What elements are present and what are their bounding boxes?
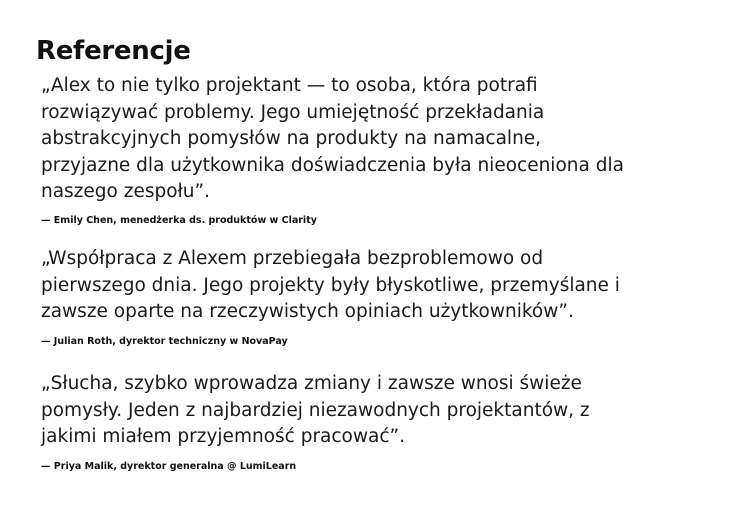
testimonial <box>41 73 741 228</box>
quote-line: jakimi miałem przyjemność pracować”. <box>41 426 405 447</box>
testimonial-quote <box>41 73 741 206</box>
testimonial-quote <box>41 246 741 326</box>
quote-line: przyjazne dla użytkownika doświadczenia była nieoceniona dla <box>41 154 624 176</box>
quote-line: „Alex to nie tylko projektant — to osoba, która potrafi <box>41 75 538 96</box>
quote-line: abstrakcyjnych pomysłów na produkty na namacalne, <box>41 128 542 149</box>
testimonial-author: — Priya Malik, dyrektor generalna @ LumiLearn <box>41 460 297 472</box>
page-title: Referencje <box>36 36 191 66</box>
quote-line: pierwszego dnia. Jego projekty były błyskotliwe, przemyślane i <box>41 274 620 296</box>
testimonial-quote <box>41 371 741 451</box>
testimonial-author: — Julian Roth, dyrektor techniczny w NovaPay <box>41 335 288 347</box>
testimonial <box>41 371 741 474</box>
testimonial-author: — Emily Chen, menedżerka ds. produktów w Clarity <box>41 214 317 226</box>
quote-line: zawsze oparte na rzeczywistych opiniach użytkowników”. <box>41 301 574 322</box>
quote-line: „Współpraca z Alexem przebiegała bezproblemowo od <box>41 248 544 269</box>
quote-line: rozwiązywać problemy. Jego umiejętność przekładania <box>41 101 545 123</box>
quote-line: „Słucha, szybko wprowadza zmiany i zawsze wnosi świeże <box>41 373 582 394</box>
testimonial <box>41 246 741 349</box>
quote-line: pomysły. Jeden z najbardziej niezawodnych projektantów, z <box>41 399 590 421</box>
quote-line: naszego zespołu”. <box>41 181 210 202</box>
